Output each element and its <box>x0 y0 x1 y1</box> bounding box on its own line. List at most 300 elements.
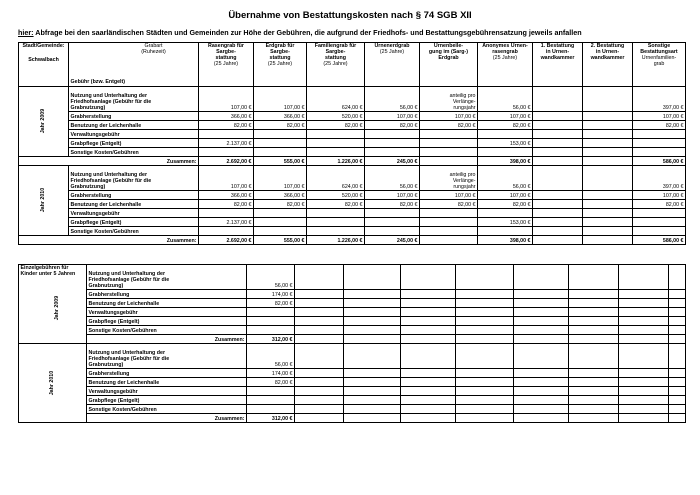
value-cell: 245,00 € <box>365 236 420 245</box>
value-cell <box>420 148 478 157</box>
value-cell: 366,00 € <box>254 191 307 200</box>
header-grabart-cell <box>69 43 199 87</box>
header-col-6 <box>478 43 533 87</box>
value-cell <box>420 227 478 236</box>
empty-cell <box>669 290 686 299</box>
empty-cell <box>514 344 569 369</box>
empty-cell <box>619 265 669 290</box>
col-1-line-1: Rasengrab für <box>208 43 244 49</box>
sum-label: Zusammen: <box>87 414 247 423</box>
value-cell: 520,00 € <box>307 112 365 121</box>
value-cell <box>583 209 633 218</box>
col-6-line-3: (25 Jahre) <box>492 55 518 62</box>
row-label-line: Nutzung und Unterhaltung der <box>70 92 147 99</box>
value-cell: 56,00 € <box>478 166 533 191</box>
empty-cell <box>669 378 686 387</box>
empty-cell <box>619 317 669 326</box>
row-label-leichenhalle: Benutzung der Leichenhalle <box>69 200 199 209</box>
row-label-nutzung <box>69 166 199 191</box>
year-label-cell <box>19 87 69 157</box>
value-cell: 174,00 € <box>247 290 295 299</box>
value-cell <box>583 227 633 236</box>
empty-cell <box>344 396 401 405</box>
empty-cell <box>456 317 514 326</box>
document-title: Übernahme von Bestattungskosten nach § 74 SGB XII <box>228 10 472 21</box>
empty-cell <box>456 378 514 387</box>
empty-cell <box>401 290 456 299</box>
value-cell: 1.226,00 € <box>307 157 365 166</box>
value-cell <box>365 130 420 139</box>
empty-cell <box>456 265 514 290</box>
empty-cell <box>514 326 569 335</box>
empty-cell <box>669 317 686 326</box>
table-row <box>19 200 686 209</box>
header-col-1 <box>199 43 254 87</box>
children-label-1: Einzelgebühren für <box>20 265 69 271</box>
table-row <box>19 157 686 166</box>
row-label-line: Friedhofsanlage (Gebühr für die <box>70 98 152 105</box>
col-4-line-3: (25 Jahre) <box>379 49 405 56</box>
value-cell: 312,00 € <box>247 414 295 423</box>
empty-cell <box>456 405 514 414</box>
table-row <box>19 317 686 326</box>
empty-cell <box>514 378 569 387</box>
value-cell: 82,00 € <box>199 200 254 209</box>
value-cell <box>533 200 583 209</box>
header-col-5 <box>420 43 478 87</box>
empty-cell <box>514 290 569 299</box>
empty-cell <box>669 405 686 414</box>
empty-cell <box>569 387 619 396</box>
anteilig-note: Verlänge- <box>452 98 476 105</box>
table-row <box>19 335 686 344</box>
row-label-grabherstellung: Grabherstellung <box>69 112 199 121</box>
table-row <box>19 209 686 218</box>
value-cell: 312,00 € <box>247 335 295 344</box>
row-label-grabpflege: Grabpflege (Entgelt) <box>69 218 199 227</box>
value-cell <box>583 87 633 112</box>
value-cell: 624,00 € <box>307 166 365 191</box>
col-7-line-3: wandkammer <box>540 55 575 62</box>
children-label-2: Kinder unter 5 Jahren <box>20 271 76 278</box>
header-col-8 <box>583 43 633 87</box>
value-cell: 82,00 € <box>247 378 295 387</box>
col-2-line-3: stattung <box>269 55 291 62</box>
empty-cell <box>619 405 669 414</box>
col-2-line-2: Sargbe- <box>270 49 290 56</box>
value-cell: 107,00 € <box>633 191 686 200</box>
row-label-line: Friedhofsanlage (Gebühr für die <box>88 276 170 283</box>
value-cell <box>254 209 307 218</box>
value-cell <box>307 139 365 148</box>
value-cell: 586,00 € <box>633 157 686 166</box>
value-cell: 2.137,00 € <box>199 218 254 227</box>
empty-cell <box>669 396 686 405</box>
table-row <box>19 344 686 369</box>
row-label-line: Grabnutzung) <box>88 282 124 289</box>
value-cell: 56,00 € <box>365 87 420 112</box>
empty-cell <box>295 378 344 387</box>
empty-cell <box>401 317 456 326</box>
value-cell: 82,00 € <box>633 121 686 130</box>
col-3-line-3: stattung <box>325 55 346 62</box>
empty-cell <box>569 344 619 369</box>
row-label-line: Friedhofsanlage (Gebühr für die <box>88 355 170 362</box>
year-label-cell <box>19 265 87 344</box>
empty-cell <box>401 387 456 396</box>
empty-cell <box>669 335 686 344</box>
value-cell <box>247 405 295 414</box>
empty-cell <box>456 326 514 335</box>
empty-cell <box>514 265 569 290</box>
value-cell <box>533 130 583 139</box>
header-col-9 <box>633 43 686 87</box>
value-cell <box>583 166 633 191</box>
value-cell: 366,00 € <box>199 191 254 200</box>
empty-cell <box>569 290 619 299</box>
value-cell: 107,00 € <box>478 112 533 121</box>
value-cell <box>254 218 307 227</box>
year-label: Jahr 2010 <box>40 188 47 213</box>
empty-cell <box>514 317 569 326</box>
empty-cell <box>295 290 344 299</box>
col-1-line-3: stattung <box>215 55 237 62</box>
empty-cell <box>401 396 456 405</box>
value-cell: 245,00 € <box>365 157 420 166</box>
value-cell <box>199 130 254 139</box>
empty-cell <box>456 290 514 299</box>
header-col-7 <box>533 43 583 87</box>
value-cell <box>420 236 478 245</box>
header-city-cell <box>19 43 69 87</box>
value-cell: 398,00 € <box>478 236 533 245</box>
row-label-verwaltung: Verwaltungsgebühr <box>69 209 199 218</box>
empty-cell <box>669 265 686 290</box>
empty-cell <box>569 265 619 290</box>
value-cell <box>478 209 533 218</box>
empty-cell <box>401 344 456 369</box>
row-label-line: Nutzung und Unterhaltung der <box>88 270 165 277</box>
value-cell: 107,00 € <box>420 112 478 121</box>
empty-cell <box>344 308 401 317</box>
value-cell <box>533 227 583 236</box>
empty-cell <box>344 405 401 414</box>
value-cell: 82,00 € <box>420 200 478 209</box>
value-cell: 107,00 € <box>254 166 307 191</box>
value-cell: 82,00 € <box>254 121 307 130</box>
empty-cell <box>401 369 456 378</box>
empty-cell <box>344 299 401 308</box>
sum-label: Zusammen: <box>19 236 199 245</box>
empty-cell <box>569 326 619 335</box>
sum-label: Zusammen: <box>19 157 199 166</box>
anteilig-note: anteilig pro <box>449 92 476 99</box>
col-8-line-3: wandkammer <box>590 55 625 62</box>
empty-cell <box>514 299 569 308</box>
value-cell <box>247 326 295 335</box>
empty-cell <box>514 405 569 414</box>
header-col-4 <box>365 43 420 87</box>
value-cell: 2.137,00 € <box>199 139 254 148</box>
table-row <box>19 227 686 236</box>
col-5-line-3: Erdgrab <box>438 55 459 62</box>
col-3-line-1: Familiengrab für <box>314 43 357 49</box>
empty-cell <box>295 369 344 378</box>
empty-cell <box>401 299 456 308</box>
col-7-line-2: in Urnen- <box>545 49 570 56</box>
year-label: Jahr 2010 <box>49 370 56 396</box>
empty-cell <box>514 414 569 423</box>
col-4-line-1: Urnenerdgrab <box>374 43 410 49</box>
subtitle-prefix: hier: <box>18 28 34 37</box>
table-row <box>19 87 686 112</box>
value-cell <box>633 148 686 157</box>
value-cell <box>533 157 583 166</box>
value-cell <box>478 227 533 236</box>
value-cell: 107,00 € <box>199 166 254 191</box>
empty-cell <box>456 369 514 378</box>
value-cell <box>307 218 365 227</box>
value-cell <box>583 148 633 157</box>
empty-cell <box>401 335 456 344</box>
value-cell <box>583 130 633 139</box>
year-label: Jahr 2009 <box>40 109 47 134</box>
empty-cell <box>344 369 401 378</box>
spacer <box>21 277 85 305</box>
empty-cell <box>344 317 401 326</box>
value-cell <box>633 227 686 236</box>
value-cell <box>254 139 307 148</box>
value-cell: 82,00 € <box>420 121 478 130</box>
col-5-line-2: gung im (Sarg-) <box>428 49 469 56</box>
value-cell <box>633 130 686 139</box>
anteilig-note: rungsjahr <box>453 104 476 111</box>
value-cell <box>420 87 478 112</box>
empty-cell <box>295 335 344 344</box>
empty-cell <box>569 308 619 317</box>
value-cell <box>420 139 478 148</box>
value-cell <box>420 166 478 191</box>
fee-table-children <box>18 264 686 423</box>
table-row <box>19 112 686 121</box>
value-cell <box>533 148 583 157</box>
row-label-line: Friedhofsanlage (Gebühr für die <box>70 177 152 184</box>
empty-cell <box>569 369 619 378</box>
gebuehr-text: Gebühr (bzw. Entgelt) <box>70 78 126 85</box>
empty-cell <box>569 299 619 308</box>
value-cell <box>365 218 420 227</box>
empty-cell <box>514 308 569 317</box>
col-3-line-2: Sargbe- <box>325 49 346 56</box>
empty-cell <box>514 396 569 405</box>
empty-cell <box>456 335 514 344</box>
empty-cell <box>295 414 344 423</box>
value-cell <box>254 148 307 157</box>
value-cell <box>247 308 295 317</box>
value-cell <box>583 200 633 209</box>
grabart-label: Grabart <box>144 43 163 49</box>
value-cell: 56,00 € <box>365 166 420 191</box>
empty-cell <box>569 335 619 344</box>
value-cell <box>583 236 633 245</box>
row-label-leichenhalle: Benutzung der Leichenhalle <box>69 121 199 130</box>
value-cell <box>199 209 254 218</box>
row-label-sonstige: Sonstige Kosten/Gebühren <box>69 148 199 157</box>
empty-cell <box>619 387 669 396</box>
empty-cell <box>456 396 514 405</box>
table-row <box>19 369 686 378</box>
row-label-sonstige: Sonstige Kosten/Gebühren <box>87 405 247 414</box>
value-cell <box>254 227 307 236</box>
value-cell <box>583 218 633 227</box>
value-cell <box>633 218 686 227</box>
row-label-nutzung <box>69 87 199 112</box>
value-cell <box>365 139 420 148</box>
empty-cell <box>344 265 401 290</box>
col-9-line-4: grab <box>653 61 665 68</box>
empty-cell <box>619 290 669 299</box>
table-header-row <box>19 43 686 87</box>
value-cell <box>365 148 420 157</box>
row-label-leichenhalle: Benutzung der Leichenhalle <box>87 299 247 308</box>
empty-cell <box>295 405 344 414</box>
empty-cell <box>619 335 669 344</box>
fee-table-adults <box>18 42 686 245</box>
value-cell <box>199 227 254 236</box>
empty-cell <box>295 299 344 308</box>
year-label-cell <box>19 344 87 423</box>
value-cell <box>583 157 633 166</box>
value-cell <box>533 191 583 200</box>
value-cell: 366,00 € <box>199 112 254 121</box>
value-cell <box>254 130 307 139</box>
empty-cell <box>619 344 669 369</box>
empty-cell <box>514 387 569 396</box>
row-label-leichenhalle: Benutzung der Leichenhalle <box>87 378 247 387</box>
value-cell <box>533 218 583 227</box>
row-label-verwaltung: Verwaltungsgebühr <box>69 130 199 139</box>
empty-cell <box>669 326 686 335</box>
anteilig-note: anteilig pro <box>449 171 476 178</box>
value-cell: 56,00 € <box>247 344 295 369</box>
value-cell <box>533 121 583 130</box>
value-cell: 1.226,00 € <box>307 236 365 245</box>
table-row <box>19 236 686 245</box>
empty-cell <box>295 317 344 326</box>
row-label-sonstige: Sonstige Kosten/Gebühren <box>69 227 199 236</box>
value-cell: 82,00 € <box>478 200 533 209</box>
value-cell <box>420 209 478 218</box>
empty-cell <box>514 369 569 378</box>
value-cell <box>533 236 583 245</box>
gebuehr-label <box>71 79 126 85</box>
value-cell: 520,00 € <box>307 191 365 200</box>
value-cell <box>533 87 583 112</box>
value-cell <box>307 130 365 139</box>
value-cell <box>365 209 420 218</box>
value-cell: 82,00 € <box>199 121 254 130</box>
table-row <box>19 218 686 227</box>
empty-cell <box>456 299 514 308</box>
empty-cell <box>295 396 344 405</box>
row-label-verwaltung: Verwaltungsgebühr <box>87 308 247 317</box>
empty-cell <box>295 308 344 317</box>
value-cell <box>247 396 295 405</box>
value-cell: 82,00 € <box>307 121 365 130</box>
col-6-line-2: rasengrab <box>492 49 518 56</box>
empty-cell <box>619 326 669 335</box>
value-cell: 82,00 € <box>365 200 420 209</box>
empty-cell <box>669 369 686 378</box>
value-cell: 107,00 € <box>254 87 307 112</box>
empty-cell <box>401 265 456 290</box>
col-9-line-2: Bestattungsart <box>640 49 678 56</box>
table-row <box>19 121 686 130</box>
row-label-verwaltung: Verwaltungsgebühr <box>87 387 247 396</box>
empty-cell <box>669 414 686 423</box>
value-cell: 107,00 € <box>199 87 254 112</box>
value-cell <box>583 121 633 130</box>
col-9-line-1: Sonstige <box>647 43 671 49</box>
value-cell: 82,00 € <box>365 121 420 130</box>
value-cell: 56,00 € <box>478 87 533 112</box>
value-cell <box>478 130 533 139</box>
value-cell <box>365 227 420 236</box>
value-cell: 174,00 € <box>247 369 295 378</box>
row-label-line: Nutzung und Unterhaltung der <box>70 171 147 178</box>
table-row <box>19 130 686 139</box>
empty-cell <box>669 299 686 308</box>
empty-cell <box>456 308 514 317</box>
row-label-sonstige: Sonstige Kosten/Gebühren <box>87 326 247 335</box>
empty-cell <box>401 326 456 335</box>
empty-cell <box>344 387 401 396</box>
document-subtitle <box>18 28 688 37</box>
empty-cell <box>619 378 669 387</box>
col-2-line-1: Erdgrab für <box>265 43 295 49</box>
value-cell: 56,00 € <box>247 265 295 290</box>
table-row <box>19 326 686 335</box>
table-row <box>19 378 686 387</box>
table-row <box>19 191 686 200</box>
value-cell: 107,00 € <box>365 112 420 121</box>
value-cell: 107,00 € <box>478 191 533 200</box>
table-row <box>19 290 686 299</box>
value-cell <box>307 209 365 218</box>
value-cell <box>420 130 478 139</box>
col-1-line-2: Sargbe- <box>216 49 236 56</box>
value-cell <box>633 139 686 148</box>
value-cell <box>633 209 686 218</box>
empty-cell <box>401 414 456 423</box>
empty-cell <box>401 308 456 317</box>
empty-cell <box>344 290 401 299</box>
table-row <box>19 405 686 414</box>
row-label-nutzung <box>87 344 247 369</box>
empty-cell <box>619 369 669 378</box>
header-col-3 <box>307 43 365 87</box>
table-row <box>19 148 686 157</box>
value-cell <box>533 139 583 148</box>
empty-cell <box>669 344 686 369</box>
value-cell <box>533 112 583 121</box>
value-cell <box>247 387 295 396</box>
empty-cell <box>295 265 344 290</box>
value-cell: 82,00 € <box>254 200 307 209</box>
empty-cell <box>456 387 514 396</box>
anteilig-note: Verlänge- <box>452 177 476 184</box>
empty-cell <box>669 308 686 317</box>
